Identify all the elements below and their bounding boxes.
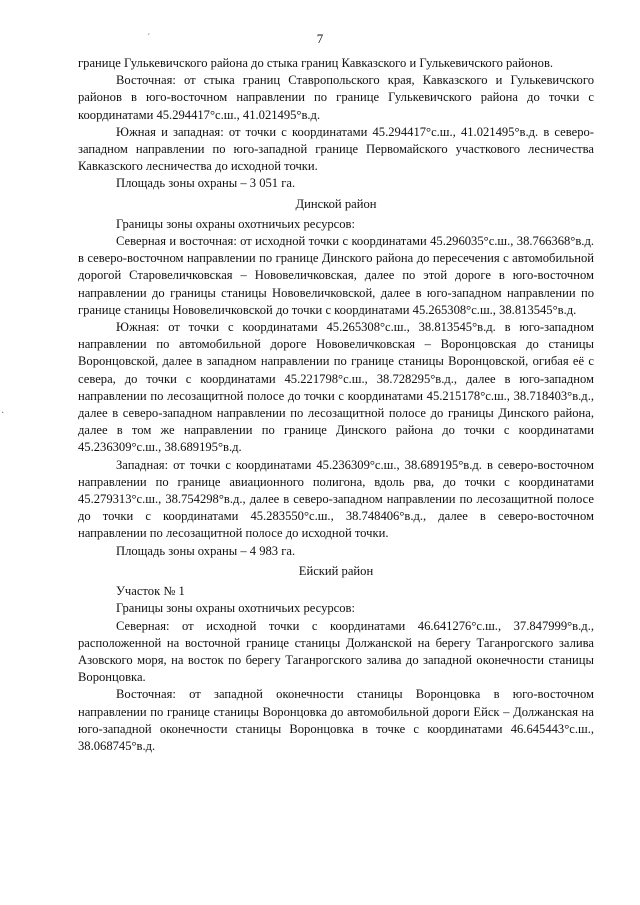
page-number: 7 xyxy=(316,31,324,46)
paragraph: Восточная: от западной оконечности станицы Воронцовка в юго-восточном направлении по границе станицы Воронцовка до автомобильной дороги Ейск – Должанская на юго-западной оконечности станицы Воронцовка в точке с координатами 46.645443°с.ш., 38.068745°в.д. xyxy=(78,687,594,753)
paragraph: границе Гулькевичского района до стыка границ Кавказского и Гулькевичского районов. xyxy=(78,56,554,70)
paragraph: Западная: от точки с координатами 45.236309°с.ш., 38.689195°в.д. в северо-восточном направлении по границе авиационного полигона, вдоль рва, до точки с координатами 45.279313°с.ш., 38.754298°в.д., далее в северо-западном направлении по лесозащитной полосе до точки с координатами 45.283550°с.ш., 38.748406°в.д., далее в северо-восточном направлении по лесозащитной полосе до исходной точки. xyxy=(78,457,594,541)
paragraph: Северная и восточная: от исходной точки с координатами 45.296035°с.ш., 38.766368°в.д. в северо-восточном направлении по границе Динского района до пересечения с автомобильной дорогой Старовеличковская – Нововеличковская, далее по этой дороге в юго-восточном направлении до границы станицы Нововеличковской, далее в юго-западном направлении по границе станицы Нововеличковской до точки с координатами 45.265308°с.ш., 38.813545°в.д. xyxy=(78,234,594,317)
section-heading: Ейский район xyxy=(298,563,374,578)
section-heading: Динской район xyxy=(295,196,377,211)
paragraph: Границы зоны охраны охотничьих ресурсов: xyxy=(116,216,355,231)
paragraph: Восточная: от стыка границ Ставропольского края, Кавказского и Гулькевичского районов в юго-восточном направлении по границе Гулькевичского района до точки с координатами 45.294417°с.ш., 41.021495°в.д. xyxy=(78,73,594,122)
scan-mark: ´ xyxy=(147,33,151,44)
paragraph: Площадь зоны охраны – 4 983 га. xyxy=(116,543,296,558)
paragraph: Северная: от исходной точки с координатами 46.641276°с.ш., 37.847999°в.д., расположенной на восточной границе станицы Должанской на берегу Таганрогского залива Азовского моря, на восток по берегу Таганрогского залива до западной оконечности станицы Воронцовка. xyxy=(78,618,594,685)
paragraph: Южная: от точки с координатами 45.265308°с.ш., 38.813545°в.д. в юго-западном направлении по автомобильной дороге Нововеличковская – Воронцовская до станицы Воронцовской, далее в западном направлении по границе станицы Воронцовской, огибая её с севера, до точки с координатами 45.221798°с.ш., 38.728295°в.д., далее в юго-западном направлении по лесозащитной полосе до точки с координатами 45.215178°с.ш., 38.718403°в.д., далее в северо-западном направлении по лесозащитной полосе до границы Динского района, далее в том же направлении по границе Динского района до точки с координатами 45.236309°с.ш., 38.689195°в.д. xyxy=(78,320,594,455)
paragraph: Границы зоны охраны охотничьих ресурсов: xyxy=(116,601,355,616)
paragraph: Площадь зоны охраны – 3 051 га. xyxy=(116,176,296,191)
paragraph: Участок № 1 xyxy=(116,584,185,599)
paragraph: Южная и западная: от точки с координатами 45.294417°с.ш., 41.021495°в.д. в северо-западном направлении по юго-западной границе Первомайского участкового лесничества Кавказского лесничества до исходной точки. xyxy=(78,124,594,174)
scan-mark: · xyxy=(1,408,5,419)
document-body xyxy=(78,55,594,755)
